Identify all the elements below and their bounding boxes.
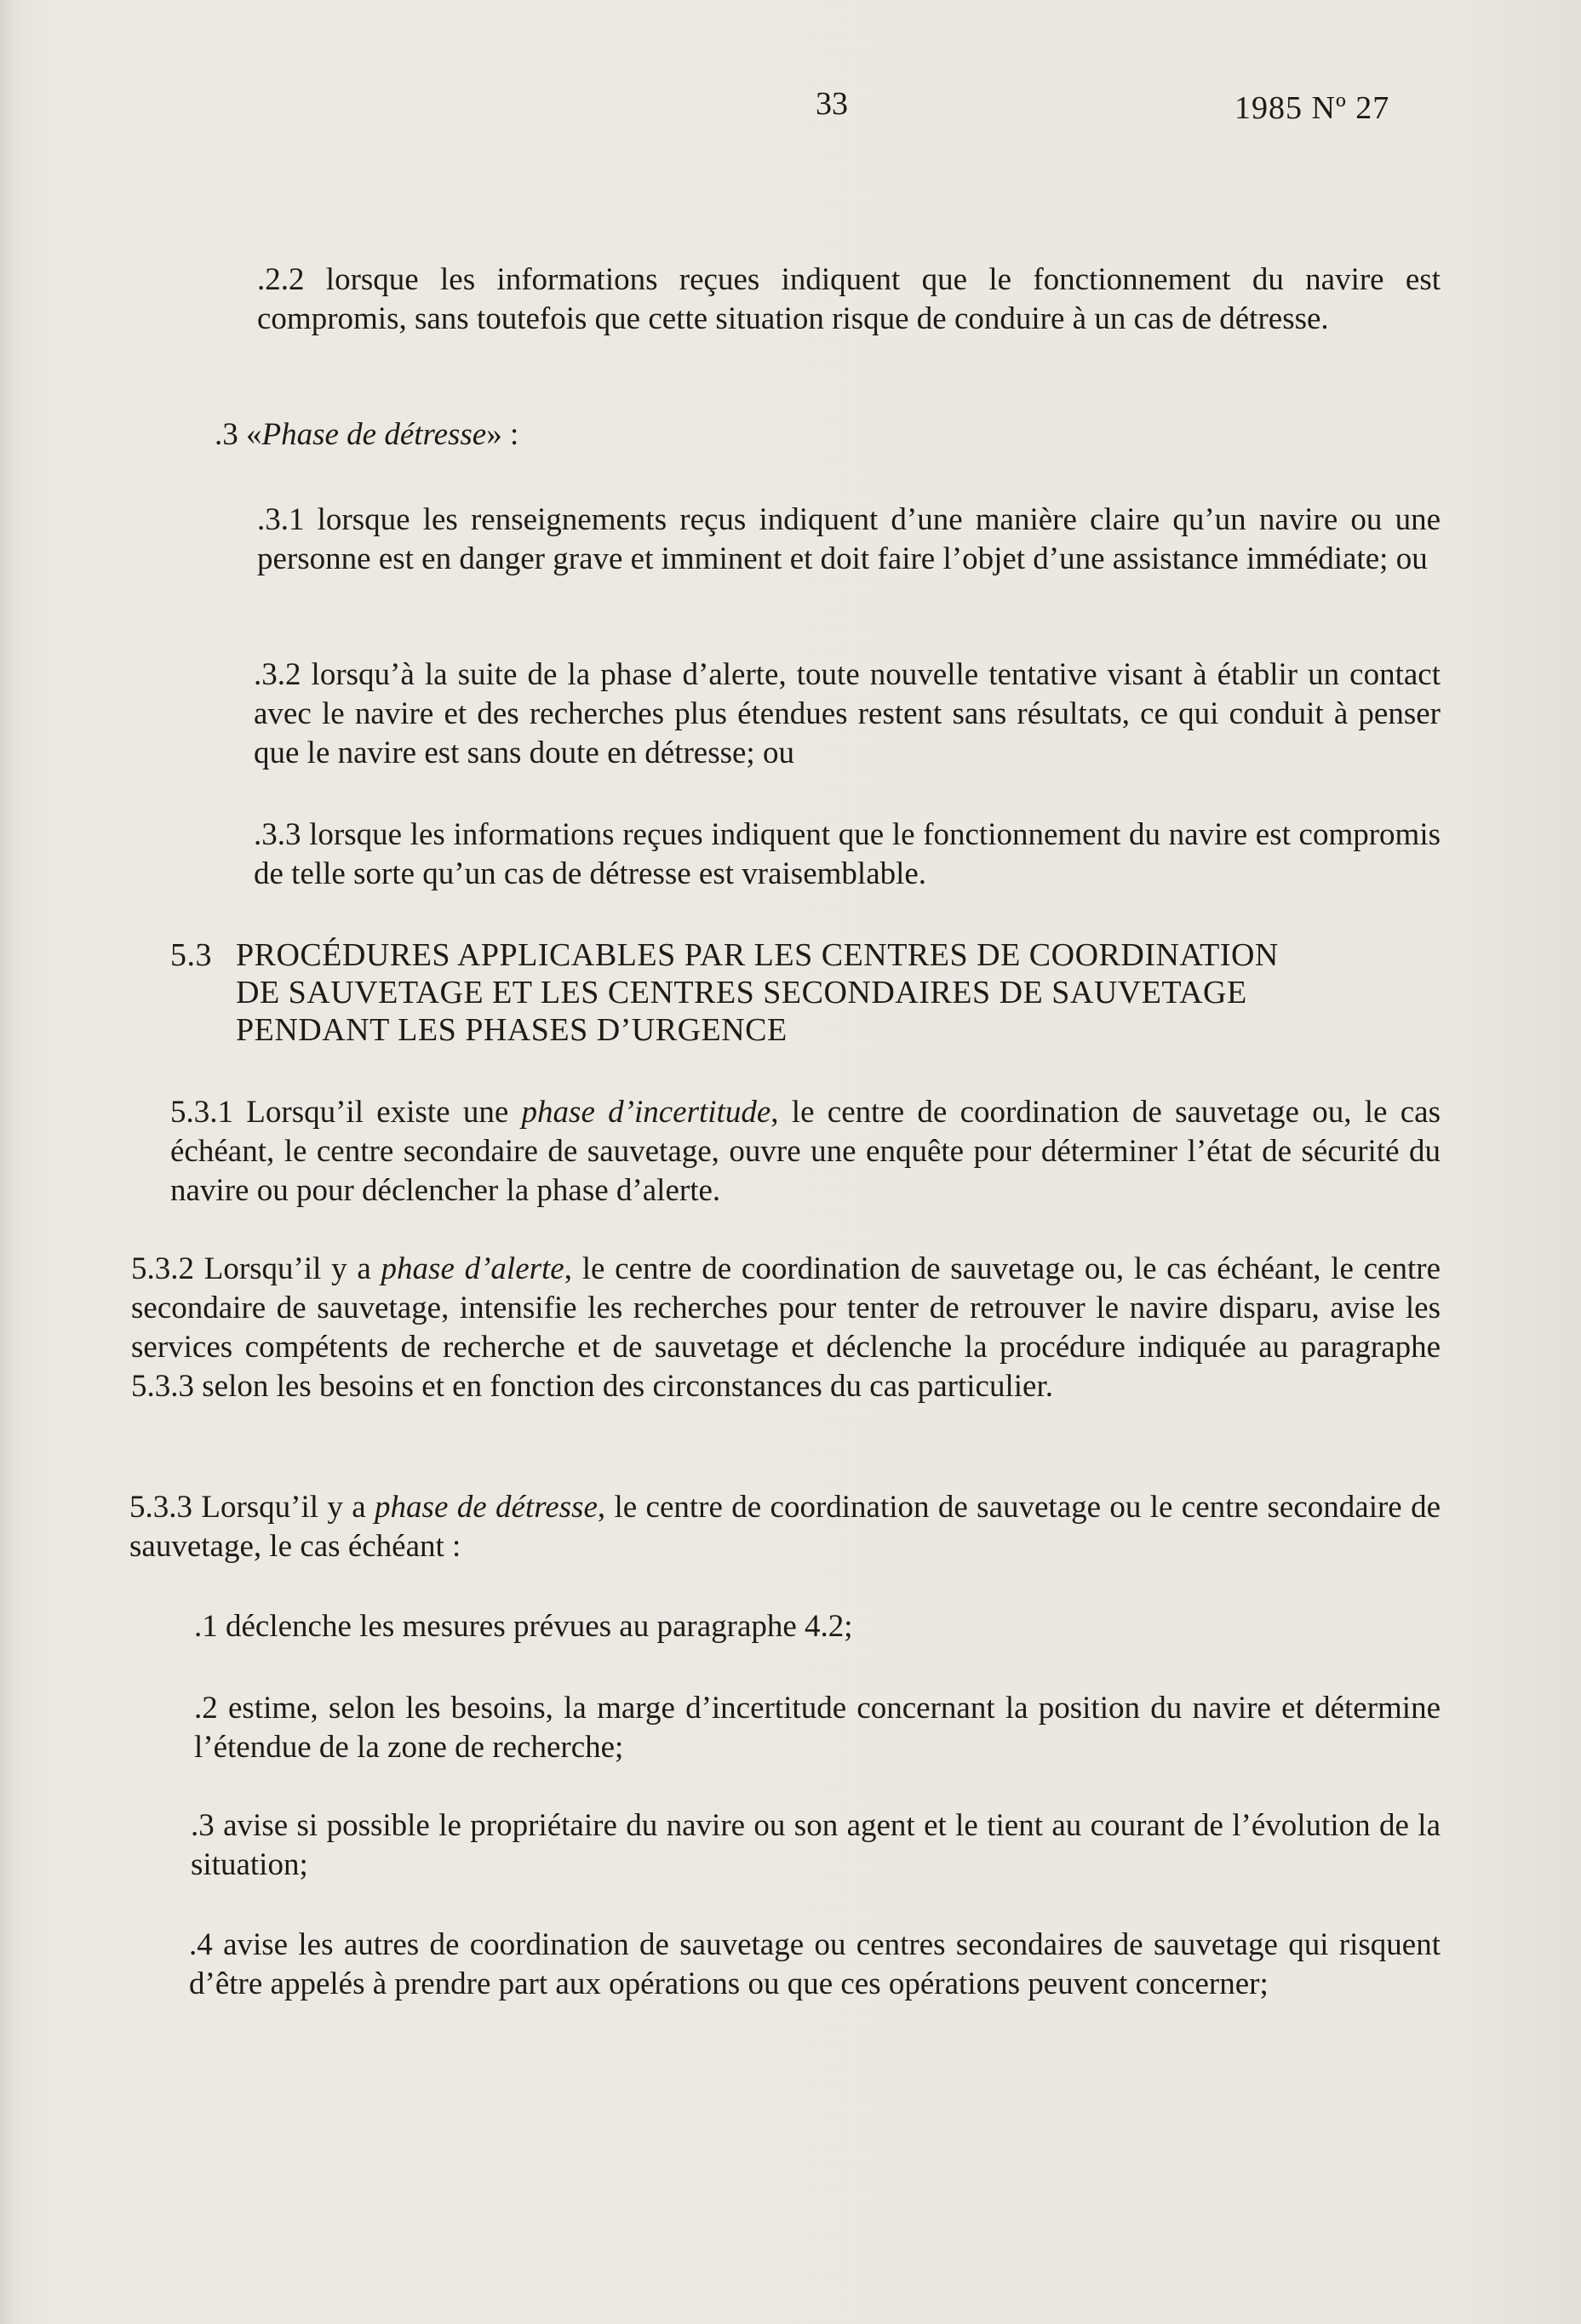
paragraph-5-3-1-italic: phase d’incertitude xyxy=(521,1095,771,1130)
paragraph-3-heading xyxy=(215,415,811,455)
paragraph-3-3: .3.3 lorsque les informations reçues indiquent que le fonctionnement du navire est compromis de telle sorte qu’un cas de détresse est vraisemblable. xyxy=(254,817,1441,891)
list-item-2: .2 estime, selon les besoins, la marge d’incertitude concernant la position du navire et détermine l’étendue de la zone de recherche; xyxy=(194,1691,1441,1765)
heading-line-2: DE SAUVETAGE ET LES CENTRES SECONDAIRES DE SAUVETAGE xyxy=(236,975,1247,1010)
paragraph-5-3-2 xyxy=(131,1250,1441,1406)
list-item-1: .1 déclenche les mesures prévues au paragraphe 4.2; xyxy=(194,1609,853,1644)
paragraph-5-3-1-start: 5.3.1 Lorsqu’il existe une xyxy=(170,1095,522,1130)
paragraph-3-2: .3.2 lorsqu’à la suite de la phase d’alerte, toute nouvelle tentative visant à établir un contact avec le navire et des recherches plus étendues restent sans résultats, ce qui conduit à penser que le navire est sans doute en détresse; ou xyxy=(254,657,1441,770)
heading-number: 5.3 xyxy=(170,937,212,973)
paragraph-3-end: » : xyxy=(486,417,519,452)
paragraph-5-3-2-start: 5.3.2 Lorsqu’il y a xyxy=(131,1251,381,1286)
paragraph-5-3-2-italic: phase d’alerte xyxy=(381,1251,564,1286)
page-number: 33 xyxy=(816,86,848,122)
list-item-3: .3 avise si possible le propriétaire du navire ou son agent et le tient au courant de l’évolution de la situation; xyxy=(191,1808,1441,1882)
paragraph-5-3-3-italic: phase de détresse xyxy=(375,1490,598,1525)
paragraph-3-1: .3.1 lorsque les renseignements reçus indiquent d’une manière claire qu’un navire ou une personne est en danger grave et imminent et doit faire l’objet d’une assistance immédiate; ou xyxy=(257,502,1441,576)
paragraph-5-3-3-end: , le centre de coordination de sauvetage ou le centre secondaire de sauvetage, le cas échéant : xyxy=(129,1490,1441,1564)
paragraph-3-italic: Phase de détresse xyxy=(261,417,487,452)
issue-reference: 1985 Nº 27 xyxy=(1234,90,1390,126)
section-heading-5-3 xyxy=(170,936,1498,1056)
paragraph-5-3-1-end: , le centre de coordination de sauvetage ou, le cas échéant, le centre secondaire de sauvetage, ouvre une enquête pour déterminer l’état de sécurité du navire ou pour déclencher la phase d’alerte. xyxy=(170,1095,1441,1208)
heading-line-1: PROCÉDURES APPLICABLES PAR LES CENTRES DE COORDINATION xyxy=(236,937,1279,973)
paragraph-5-3-3 xyxy=(129,1488,1441,1566)
paragraph-2-2: .2.2 lorsque les informations reçues indiquent que le fonctionnement du navire est compromis, sans toutefois que cette situation risque de conduire à un cas de détresse. xyxy=(257,262,1441,336)
heading-line-3: PENDANT LES PHASES D’URGENCE xyxy=(236,1012,788,1048)
list-item-4: .4 avise les autres de coordination de sauvetage ou centres secondaires de sauvetage qui risquent d’être appelés à prendre part aux opérations ou que ces opérations peuvent concerner; xyxy=(189,1927,1441,2001)
paragraph-5-3-2-end: , le centre de coordination de sauvetage ou, le cas échéant, le centre secondaire de sauvetage, intensifie les recherches pour tenter de retrouver le navire disparu, avise les services compétents de recherche et de sauvetage et déclenche la procédure indiquée au paragraphe 5.3.3 selon les besoins et en fonction des circonstances du cas particulier. xyxy=(131,1251,1441,1404)
paragraph-5-3-3-start: 5.3.3 Lorsqu’il y a xyxy=(129,1490,375,1525)
paragraph-3-label: .3 « xyxy=(215,417,262,452)
paragraph-5-3-1 xyxy=(170,1093,1441,1211)
